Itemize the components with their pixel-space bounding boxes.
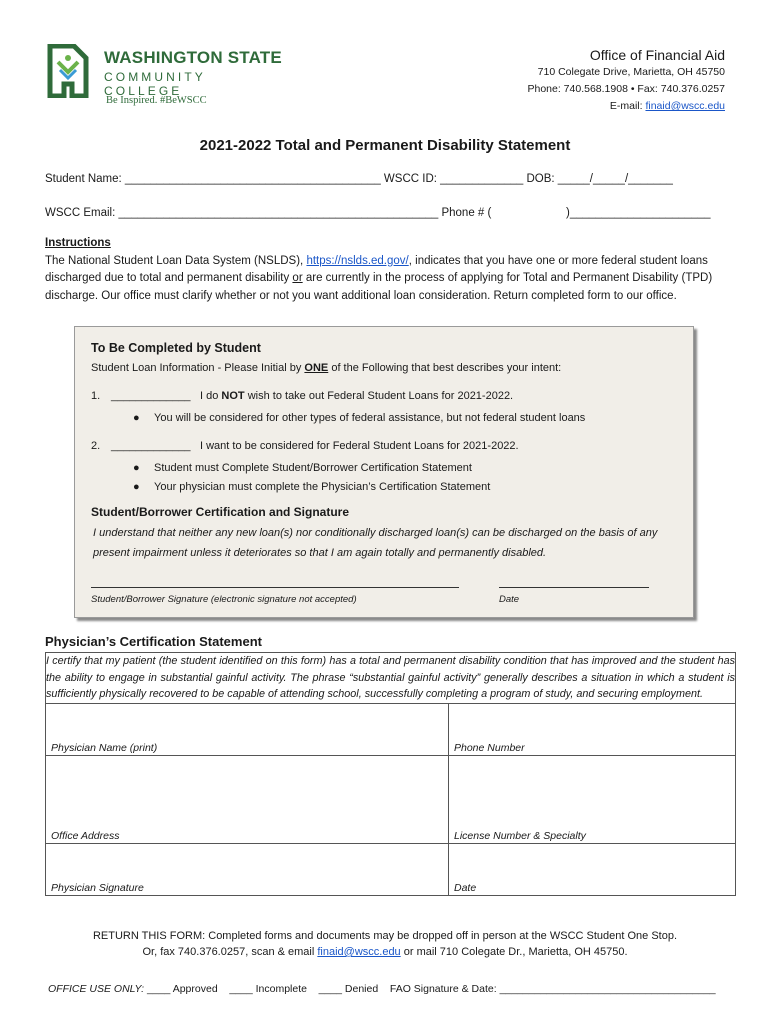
- logo-line1: WASHINGTON STATE: [104, 48, 282, 67]
- student-name-id-dob-field[interactable]: Student Name: ________________________________________ WSCC ID: _____________ DOB: _____/_____/_______: [45, 173, 673, 185]
- physician-section-heading: Physician’s Certification Statement: [45, 634, 262, 649]
- license-label: License Number & Specialty: [454, 829, 586, 842]
- return-instructions-line2: [0, 946, 770, 958]
- physician-statement: I certify that my patient (the student identified on this form) has a total and permanent disability condition that has improved and the student has the ability to engage in substantial gainful activity. The phrase “substantial gainful activity” generally describes a situation in which a student is sufficiently physically recovered to be capable of attending school, successfully completing a program of study, and securing employment.: [46, 653, 736, 704]
- instructions-part2: , indicates that you have one or more federal student loans discharged due to total and permanent disability: [45, 254, 708, 284]
- student-intent-intro: [91, 362, 681, 374]
- option-1-text-a: I do: [200, 390, 219, 402]
- intro-part-b: of the Following that best describes your intent:: [331, 362, 562, 374]
- office-contact-block: [527, 46, 725, 115]
- option-2-text: I want to be considered for Federal Student Loans for 2021-2022.: [200, 440, 519, 452]
- physician-phone-label: Phone Number: [454, 741, 525, 754]
- bullet-icon: ●: [133, 412, 140, 424]
- office-email-link[interactable]: finaid@wscc.edu: [645, 100, 725, 112]
- borrower-signature-line[interactable]: [91, 587, 459, 588]
- office-use-items: ____ Approved ____ Incomplete ____ Denied FAO Signature & Date: _____________________________________: [147, 983, 716, 995]
- option-1-bullets: [91, 412, 681, 424]
- office-address-label: Office Address: [51, 829, 120, 842]
- instructions-or: or: [292, 272, 303, 284]
- borrower-date-label: Date: [499, 594, 520, 605]
- return-line2-b: or mail 710 Colegate Dr., Marietta, OH 45750.: [403, 946, 628, 958]
- option-2-bullet: [91, 459, 681, 478]
- office-use-row: [48, 983, 716, 995]
- physician-signature-label: Physician Signature: [51, 881, 144, 894]
- instructions-text: [45, 253, 725, 306]
- office-address-field[interactable]: [46, 755, 449, 843]
- option-2-bullet: [91, 478, 681, 497]
- footer-email-link[interactable]: finaid@wscc.edu: [317, 946, 401, 958]
- physician-signature-field[interactable]: [46, 843, 449, 895]
- bullet-icon: ●: [133, 462, 140, 474]
- physician-phone-field[interactable]: [449, 703, 736, 755]
- office-phone-fax: Phone: 740.568.1908 • Fax: 740.376.0257: [527, 83, 725, 95]
- instructions-part3: are currently in the process of applying for Total and Permanent Disability (TPD) discharge. Our office must clarify whether or not you want additional loan consideration. Return completed form to our office.: [45, 272, 713, 302]
- option-1-number: 1.: [91, 390, 101, 402]
- option-2-initial-blank[interactable]: _____________: [111, 440, 191, 452]
- instructions: [45, 235, 725, 305]
- physician-name-field[interactable]: [46, 703, 449, 755]
- student-section-heading: To Be Completed by Student: [91, 341, 261, 355]
- borrower-cert-text: I understand that neither any new loan(s) nor conditionally discharged loan(s) can be discharged on the basis of any present impairment unless it deteriorates so that I am again totally and permanently disabled.: [93, 527, 658, 559]
- phone-number-field[interactable]: )______________________: [566, 207, 711, 219]
- instructions-part1: The National Student Loan Data System (NSLDS),: [45, 254, 304, 267]
- intro-part-a: Student Loan Information - Please Initial by: [91, 362, 302, 374]
- license-field[interactable]: [449, 755, 736, 843]
- option-1-bullet-text: You will be considered for other types of federal assistance, but not federal student loans: [154, 412, 586, 424]
- option-1-text-b: wish to take out Federal Student Loans for 2021-2022.: [247, 390, 514, 402]
- intro-one: ONE: [304, 362, 329, 374]
- office-name: Office of Financial Aid: [589, 47, 725, 63]
- logo-line2: COMMUNITY COLLEGE: [104, 70, 206, 98]
- borrower-signature-label: Student/Borrower Signature (electronic signature not accepted): [91, 594, 357, 605]
- option-2-bullets: [91, 459, 681, 496]
- office-address: 710 Colegate Drive, Marietta, OH 45750: [537, 66, 725, 78]
- physician-date-field[interactable]: [449, 843, 736, 895]
- office-use-label: OFFICE USE ONLY:: [48, 983, 145, 995]
- college-logo: [44, 44, 284, 110]
- nslds-link[interactable]: https://nslds.ed.gov/: [306, 254, 409, 267]
- option-1: [91, 390, 681, 402]
- option-1-initial-blank[interactable]: _____________: [111, 390, 191, 402]
- option-2-bullet-text: Your physician must complete the Physician’s Certification Statement: [154, 480, 491, 493]
- physician-name-label: Physician Name (print): [51, 741, 158, 754]
- option-2-number: 2.: [91, 440, 101, 452]
- option-2-bullet-text: Student must Complete Student/Borrower Certification Statement: [154, 462, 472, 474]
- borrower-date-line[interactable]: [499, 587, 649, 588]
- physician-table: [45, 652, 736, 896]
- borrower-cert-heading: Student/Borrower Certification and Signature: [91, 505, 350, 519]
- office-email-row: [527, 98, 725, 115]
- bullet-icon: ●: [133, 480, 140, 493]
- physician-date-label: Date: [454, 881, 477, 894]
- wscc-email-field[interactable]: WSCC Email: __________________________________________________ Phone # (: [45, 207, 492, 219]
- option-1-not: NOT: [221, 390, 245, 402]
- student-section-box: [74, 326, 694, 618]
- instructions-heading: Instructions: [45, 237, 111, 249]
- return-instructions-line1: RETURN THIS FORM: Completed forms and documents may be dropped off in person at the WSCC Student One Stop.: [92, 930, 678, 942]
- logo-tagline: Be Inspired. #BeWSCC: [106, 95, 207, 106]
- option-2: [91, 440, 681, 452]
- email-label: E-mail:: [609, 100, 643, 112]
- return-line2-a: Or, fax 740.376.0257, scan & email: [142, 946, 315, 958]
- option-1-bullet: [91, 412, 681, 424]
- page-title: 2021-2022 Total and Permanent Disability Statement: [199, 137, 571, 154]
- college-logo-emblem: [44, 44, 92, 98]
